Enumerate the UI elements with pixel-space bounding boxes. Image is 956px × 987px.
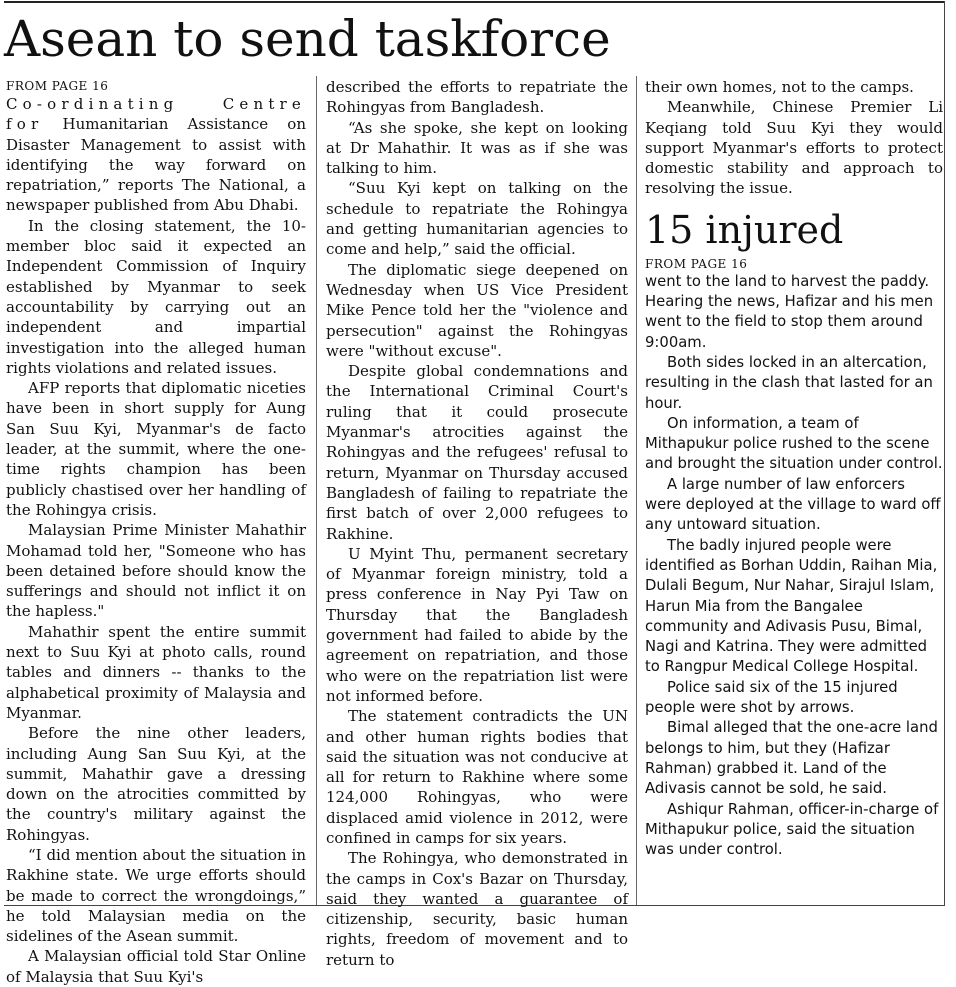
paragraph: On information, a team of Mithapukur police rushed to the scene and brought the situation under control. — [645, 414, 943, 473]
paragraph: went to the land to harvest the paddy. Hearing the news, Hafizar and his men went to the field to stop them around 9:00am. — [645, 272, 934, 351]
lead-text: Co-ordinating Centre for — [6, 95, 306, 134]
paragraph: Mahathir spent the entire summit next to Suu Kyi at photo calls, round tables and dinners -- thanks to the alphabetical proximity of Malaysia and Myanmar. — [6, 622, 306, 722]
paragraph: U Myint Thu, permanent secretary of Myanmar foreign ministry, told a press conference in Nay Pyi Taw on Thursday that the Bangladesh government had failed to abide by the agreement on repatriation, and those who were on the repatriation list were not informed before. — [326, 544, 628, 705]
paragraph: Despite global condemnations and the International Criminal Court's ruling that it could prosecute Myanmar's atrocities against the Rohingyas and the refugees' refusal to return, Myanmar on Thursday accused Bangladesh of failing to repatriate the first batch of over 2,000 refugees to Rakhine. — [326, 362, 628, 543]
second-article-body — [645, 272, 943, 861]
article-headline: Asean to send taskforce — [4, 10, 611, 68]
paragraph: “Suu Kyi kept on talking on the schedule to repatriate the Rohingya and getting humanitarian agencies to come and help,” said the official. — [326, 179, 628, 259]
paragraph: Ashiqur Rahman, officer-in-charge of Mithapukur police, said the situation was under control. — [645, 800, 939, 859]
paragraph: A Malaysian official told Star Online of Malaysia that Suu Kyi's — [6, 947, 306, 986]
from-page-label: FROM PAGE 16 — [645, 256, 748, 271]
paragraph: “I did mention about the situation in Rakhine state. We urge efforts should be made to correct the wrongdoings,” he told Malaysian media on the sidelines of the Asean summit. — [6, 845, 306, 946]
column-divider — [636, 76, 637, 905]
right-rule — [944, 1, 945, 906]
paragraph: Before the nine other leaders, including Aung San Suu Kyi, at the summit, Mahathir gave a dressing down on the atrocities committed by the country's military against the Rohingyas. — [6, 724, 306, 844]
paragraph: The badly injured people were identified as Borhan Uddin, Raihan Mia, Dulali Begum, Nur Nahar, Sirajul Islam, Harun Mia from the Bangalee community and Adivasis Pusu, Bimal, Nagi and Katrina. They were admitted to Rangpur Medical College Hospital. — [645, 536, 938, 676]
paragraph — [6, 94, 306, 216]
paragraph: Bimal alleged that the one-acre land belongs to him, but they (Hafizar Rahman) grabbed it. Land of the Adivasis cannot be sold, he said. — [645, 719, 938, 798]
paragraph: In the closing statement, the 10-member bloc said it expected an Independent Commission of Inquiry established by Myanmar to seek accountability by carrying out an independent and impartial investigation into the alleged human rights violations and related issues. — [6, 216, 306, 377]
lead-text-rest: Humanitarian Assistance on Disaster Management to assist with identifying the way forward on repatriation,” reports The National, a newspaper published from Abu Dhabi. — [6, 115, 306, 215]
paragraph: described the efforts to repatriate the Rohingyas from Bangladesh. — [326, 78, 628, 117]
paragraph: AFP reports that diplomatic niceties have been in short supply for Aung San Suu Kyi, Myanmar's de facto leader, at the summit, where the one-time rights champion has been publicly chastised over her handling of the Rohingya crisis. — [6, 379, 306, 519]
article-column-2 — [326, 77, 628, 969]
paragraph: “As she spoke, she kept on looking at Dr Mahathir. It was as if she was talking to him. — [326, 118, 628, 178]
paragraph: Police said six of the 15 injured people were shot by arrows. — [645, 678, 898, 717]
paragraph: Meanwhile, Chinese Premier Li Keqiang told Suu Kyi they would support Myanmar's efforts to protect domestic stability and approach to resolving the issue. — [645, 98, 943, 198]
paragraph: Malaysian Prime Minister Mahathir Mohamad told her, "Someone who has been detained before should know the sufferings and should not inflict it on the hapless." — [6, 521, 306, 621]
paragraph: The Rohingya, who demonstrated in the camps in Cox's Bazar on Thursday, said they wanted a guarantee of citizenship, security, basic human rights, freedom of movement and to return to — [326, 849, 628, 969]
from-page-label: FROM PAGE 16 — [6, 79, 109, 93]
article-column-1 — [6, 77, 306, 986]
top-rule — [4, 1, 944, 3]
paragraph: Both sides locked in an altercation, resulting in the clash that lasted for an hour. — [645, 353, 933, 412]
paragraph: The statement contradicts the UN and other human rights bodies that said the situation was not conducive at all for return to Rakhine where some 124,000 Rohingyas, who were displaced amid violence in 2012, were confined in camps for six years. — [326, 707, 628, 847]
paragraph: The diplomatic siege deepened on Wednesday when US Vice President Mike Pence told her the "violence and persecution" against the Rohingyas were "without excuse". — [326, 260, 628, 360]
second-article-headline: 15 injured — [645, 207, 844, 252]
paragraph: A large number of law enforcers were deployed at the village to ward off any untoward situation. — [645, 475, 941, 534]
column-divider — [316, 76, 317, 905]
paragraph: their own homes, not to the camps. — [645, 78, 914, 96]
article-column-3 — [645, 77, 943, 905]
